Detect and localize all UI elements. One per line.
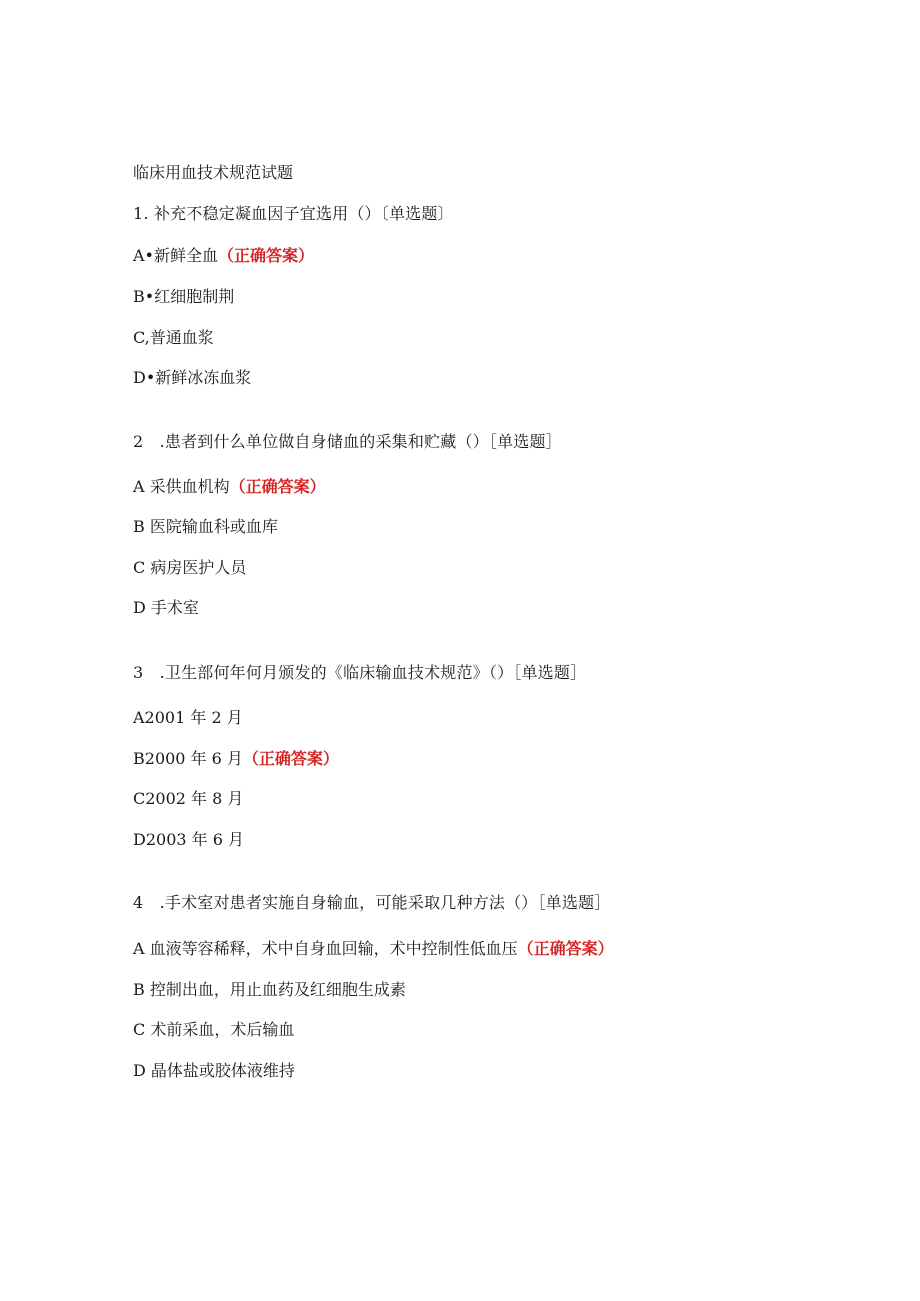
- option-label: A 血液等容稀释，术中自身血回输，术中控制性低血压: [133, 939, 518, 958]
- option-label: B•红细胞制荆: [133, 287, 235, 306]
- correct-answer-tag: （正确答案）: [517, 939, 614, 958]
- option-label: A•新鲜全血: [133, 246, 218, 265]
- option-3a: [133, 708, 243, 728]
- question-3: 3 .卫生部何年何月颁发的《临床输血技术规范》（）［单选题］: [133, 663, 587, 682]
- question-4: 4 .手术室对患者实施自身输血，可能采取几种方法（）［单选题］: [133, 893, 611, 912]
- option-1b: [133, 287, 234, 307]
- option-label: A 采供血机构: [133, 477, 230, 496]
- option-label: D 手术室: [133, 598, 199, 617]
- option-label: A2001 年 2 月: [133, 708, 243, 727]
- option-4d: [133, 1061, 295, 1081]
- option-label: C 病房医护人员: [133, 558, 247, 577]
- option-3d: [133, 830, 244, 850]
- document-title: 临床用血技术规范试题: [133, 163, 294, 182]
- correct-answer-tag: （正确答案）: [229, 477, 326, 496]
- option-3c: [133, 789, 243, 809]
- option-4b: [133, 980, 406, 1000]
- option-4c: [133, 1020, 294, 1040]
- option-3b: [133, 749, 339, 769]
- option-label: D2003 年 6 月: [133, 830, 244, 849]
- option-label: D 晶体盐或胶体液维持: [133, 1061, 295, 1080]
- option-1a: [133, 246, 314, 266]
- option-2a: [133, 477, 326, 497]
- option-1d: [133, 368, 251, 388]
- option-2b: [133, 517, 278, 537]
- option-4a: [133, 939, 614, 959]
- correct-answer-tag: （正确答案）: [218, 246, 315, 265]
- option-label: C 术前采血，术后输血: [133, 1020, 295, 1039]
- option-label: C2002 年 8 月: [133, 789, 244, 808]
- option-label: B2000 年 6 月: [133, 749, 243, 768]
- option-2d: [133, 598, 199, 618]
- correct-answer-tag: （正确答案）: [242, 749, 339, 768]
- question-2: 2 .患者到什么单位做自身储血的采集和贮藏（）［单选题］: [133, 432, 562, 451]
- option-label: B 控制出血，用止血药及红细胞生成素: [133, 980, 406, 999]
- question-1: 1. 补充不稳定凝血因子宜选用（）〔单选题〕: [133, 204, 454, 223]
- option-2c: [133, 558, 246, 578]
- option-label: C,普通血浆: [133, 328, 214, 347]
- option-1c: [133, 328, 214, 348]
- option-label: D•新鲜冰冻血浆: [133, 368, 252, 387]
- option-label: B 医院输血科或血库: [133, 517, 278, 536]
